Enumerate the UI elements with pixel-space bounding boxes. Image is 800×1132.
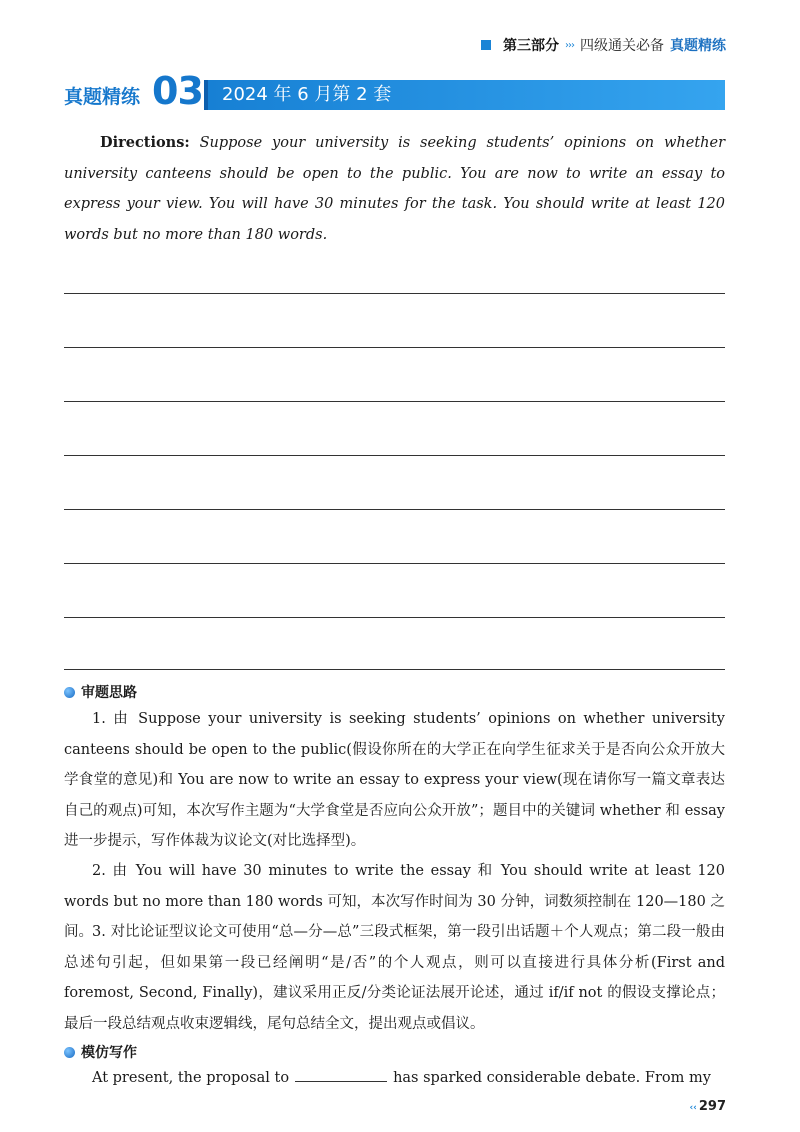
directions: Directions: Suppose your university is seeking students’ opinions on whether university canteens should be open to the public. You are now to write an essay to express your view. You will have 30 minutes for the task. You should write at least 120 words but no more than 180 words. <box>64 134 725 243</box>
analysis-paragraph-3: 3. 对比论证型议论文可使用“总—分—总”三段式框架，第一段引出话题＋个人观点；第二段一般由总述句引起，但如果第一段已经阐明“是/否”的个人观点，则可以直接进行具体分析(First and foremost, Second, Finally)，建议采用正反/分类论证法展开论述，通过 if/if not 的假设支撑论点；最后一段总结观点收束逻辑线，尾句总结全文，提出观点或倡议。 <box>64 924 725 1032</box>
analysis-heading <box>64 682 137 702</box>
header-section: 真题精练 <box>670 38 726 54</box>
exam-banner: 2024 年 6 月第 2 套 <box>204 80 725 110</box>
fill-in-blank[interactable] <box>295 1067 387 1082</box>
bullet-dot-icon <box>64 1047 75 1058</box>
writing-line[interactable] <box>64 617 725 618</box>
imitation-heading <box>64 1042 137 1062</box>
title-number: 03 <box>152 69 203 113</box>
directions-text: Suppose your university is seeking students’ opinions on whether university canteens should be open to the public. You are now to write an essay to express your view. You will have 30 minutes for the task. You should write at least 120 words but no more than 180 words. <box>64 135 725 243</box>
arrow-icon: ››› <box>565 39 574 51</box>
writing-line[interactable] <box>64 401 725 402</box>
writing-line[interactable] <box>64 509 725 510</box>
writing-line[interactable] <box>64 563 725 564</box>
bullet-dot-icon <box>64 687 75 698</box>
header-series: 四级通关必备 <box>580 38 664 54</box>
writing-line[interactable] <box>64 293 725 294</box>
double-arrow-icon: ‹‹ <box>689 1103 697 1113</box>
writing-line[interactable] <box>64 455 725 456</box>
page-number: ‹‹ 297 <box>689 1099 726 1114</box>
imitation-paragraph: At present, the proposal to has sparked considerable debate. From my <box>64 1063 725 1094</box>
analysis-paragraph-1: 1. 由 Suppose your university is seeking students’ opinions on whether university canteens should be open to the public(假设你所在的大学正在向学生征求关于是否向公众开放大学食堂的意见)和 You are now to write an essay to express your view(现在请你写一篇文章表达自己的观点)可知，本次写作主题为“大学食堂是否应向公众开放”；题目中的关键词 whether 和 essay 进一步提示，写作体裁为议论文(对比选择型)。 <box>64 711 725 849</box>
square-icon <box>481 40 491 50</box>
analysis-paragraph-2: 2. 由 You will have 30 minutes to write the essay 和 You should write at least 120 words but no more than 180 words 可知，本次写作时间为 30 分钟，词数须控制在 120—180 之间。 <box>64 863 725 940</box>
imitation-title: 模仿写作 <box>81 1045 137 1061</box>
running-header <box>481 35 726 55</box>
writing-line[interactable] <box>64 347 725 348</box>
writing-line[interactable] <box>64 669 725 670</box>
directions-lead: Directions <box>100 134 185 151</box>
header-part: 第三部分 <box>503 38 559 54</box>
section-title-row <box>64 69 725 113</box>
title-label: 真题精练 <box>64 86 141 108</box>
analysis-title: 审题思路 <box>81 685 137 701</box>
